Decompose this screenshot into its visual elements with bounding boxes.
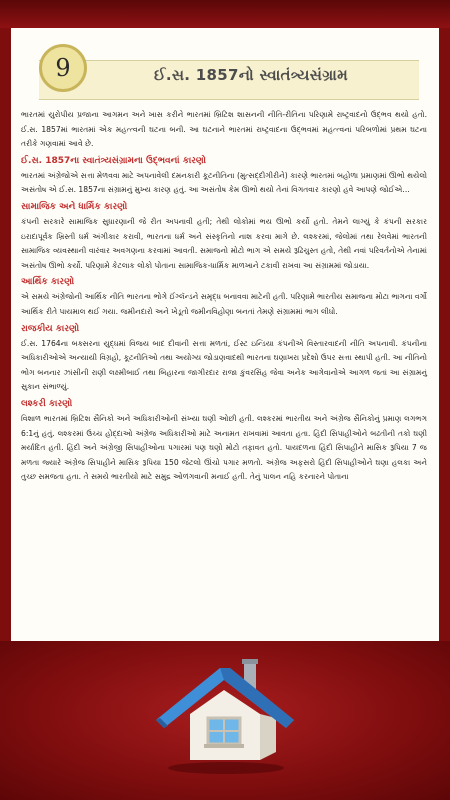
book-page[interactable] (11, 28, 439, 641)
chapter-content (21, 108, 427, 487)
chapter-number-badge: 9 (39, 44, 87, 92)
section-heading-causes: ઈ.સ. 1857ના સ્વાતંત્ર્યસંગ્રામના ઉદ્ભવનાં કારણો (21, 155, 207, 166)
section-heading-military: લશ્કરી કારણો (21, 398, 73, 409)
chapter-title: ઈ.સ. 1857નો સ્વાતંત્ર્યસંગ્રામ (153, 66, 349, 84)
section-text-military: વિશાળ ભારતમાં બ્રિટિશ સૈનિકો અને અધિકારીઓની સંખ્યા ઘણી ઓછી હતી. લશ્કરમાં ભારતીય અને અંગ્રેજ સૈનિકોનું પ્રમાણ લગભગ 6:1નું હતું. લશ્કરમાં ઉચ્ચ હોદ્દાઓ અંગ્રેજ અધિકારીઓ માટે અનામત રાખવામાં આવતા હતા. હિંદી સિપાહીઓને બઢતીની તકો ઘણી મર્યાદિત હતી. હિંદી અને અંગ્રેજી સિપાહીઓના પગારમાં પણ ઘણો મોટો તફાવત હતો. પાયદળના હિંદી સિપાહીને માસિક રૂપિયા 7 જ મળતા જ્યારે અંગ્રેજ સિપાહીને માસિક રૂપિયા 150 જેટલો ઊંચો પગાર મળતો. અંગ્રેજ અફસરો હિંદી સિપાહીઓને ઘણા હલકા અને તુચ્છ સમજતા હતા. તે સમયે ભારતીયો માટે સમુદ્ર ઓળંગવાની મનાઈ હતી. તેનું પાલન નહિ કરનારને પોતાના (21, 413, 427, 482)
chapter-header (11, 42, 439, 102)
home-icon[interactable] (148, 648, 298, 776)
section-text-causes: ભારતમાં અંગ્રેજોએ સત્તા મેળવવા માટે અપનાવેલી દમનકારી કૂટનીતિના (મુત્સદ્દીગીરીને) કારણે ભારતમાં બહોળા પ્રમાણમાં ઊભો થયેલો અસંતોષ એ ઈ.સ. 1857ના સંગ્રામનું મુખ્ય કારણ હતું. આ અસંતોષ કેમ ઊભો થયો તેનાં વિગતવાર કારણો હવે આપણે જોઈએ... (21, 170, 427, 195)
section-text-social-religious: કંપની સરકારે સામાજિક સુધારણાની જે રીત અપનાવી હતી; તેથી લોકોમાં ભય ઊભો કર્યો હતો. તેમને લાગ્યું કે કંપની સરકાર ઇરાદાપૂર્વક ખ્રિસ્તી ધર્મ અંગીકાર કરાવી, ભારતના ધર્મ અને સંસ્કૃતિનો નાશ કરવા માગે છે. લશ્કરમાં, જેલોમાં તથા રેલવેમાં ભારતની સામાજિક વ્યવસ્થાની વારંવાર અવગણના કરવામાં આવતી. સમાજનો મોટો ભાગ એ સમયે રૂઢિચુસ્ત હતો, તેથી નવાં પરિવર્તનોએ તેનામાં અસંતોષ ઊભો કર્યો. પરિણામે કેટલાક લોકો પોતાના સામાજિક-ધાર્મિક માળખાને ટકાવી રાખવા આ સંગ્રામમાં જોડાયા. (21, 216, 428, 270)
section-heading-economic: આર્થિક કારણો (21, 277, 75, 288)
section-heading-social-religious: સામાજિક અને ધાર્મિક કારણો (21, 201, 128, 212)
section-text-economic: એ સમયે અંગ્રેજોની આર્થિક નીતિ ભારતના ભોગે ઈંગ્લૅન્ડને સમૃદ્ધ બનાવવા માટેની હતી. પરિણામે ભારતીય સમાજના મોટા ભાગના વર્ગો આર્થિક રીતે પાયમાલ થઈ ગયા. જમીનદારો અને ખેડૂતો જમીનવિહોણા બનતાં તેમણે સંગ્રામમાં ભાગ લીધો. (21, 292, 427, 316)
section-heading-political: રાજકીય કારણો (21, 323, 80, 334)
top-border (0, 0, 450, 28)
section-text-political: ઈ.સ. 1764ના બક્સરના યુદ્ધમાં વિજય બાદ દીવાની સત્તા મળતાં, ઈસ્ટ ઇન્ડિયા કંપનીએ વિસ્તારવાદની નીતિ અપનાવી. કંપનીના અધિકારીઓએ અન્યાયી વિગ્રહો, કૂટનીતિઓ તથા અયોગ્ય જોડાણવાદથી ભારતના ઘણાખરા પ્રદેશો ઉપર સત્તા સ્થાપી હતી. આ નીતિનો ભોગ બનનાર ઝાંસીની રાણી લક્ષ્મીબાઈ તથા બિહારના જાગીરદાર રાજા કુંવરસિંહ જેવા અનેક આગેવાનોએ આગળ જતાં આ સંગ્રામનું સુકાન સંભાળ્યું. (21, 338, 427, 392)
intro-paragraph: ભારતમાં યુરોપીય પ્રજાના આગમન અને ખાસ કરીને ભારતમાં બ્રિટિશ શાસનની નીતિ-રીતિના પરિણામે રાષ્ટ્રવાદનો ઉદ્ભવ થયો હતો. ઈ.સ. 1857માં ભારતમાં એક મહત્ત્વની ઘટના બની. આ ઘટનાને ભારતમાં રાષ્ટ્રવાદના ઉદ્ભવમાં મહત્ત્વનાં પરિબળોમાં પ્રથમ ઘટના તરીકે ગણવામાં આવે છે. (21, 110, 427, 149)
